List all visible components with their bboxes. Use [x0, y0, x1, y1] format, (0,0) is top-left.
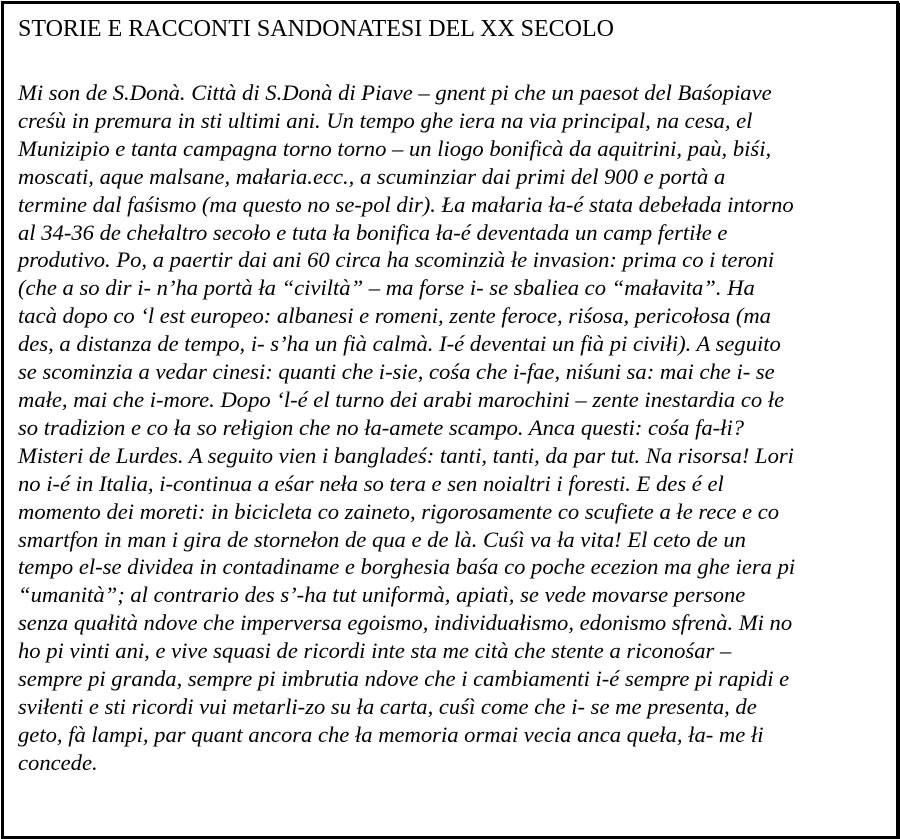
- body-line: no i-é in Italia, i-continua a eśar neła so tera e sen noialtri i foresti. E des é el: [18, 470, 724, 496]
- body-line: Misteri de Lurdes. A seguito vien i bangladeś: tanti, tanti, da par tut. Na risorsa! Lori: [18, 442, 794, 468]
- body-line: smartfon in man i gira de stornełon de qua e de là. Cuśì va ła vita! El ceto de un: [18, 526, 746, 552]
- body-line: creśù in premura in sti ultimi ani. Un tempo ghe iera na via principal, na cesa, el: [18, 107, 753, 133]
- body-line: so tradizion e co ła so rełigion che no ła-amete scampo. Anca questi: cośa fa-łi?: [18, 414, 745, 440]
- document-title: STORIE E RACCONTI SANDONATESI DEL XX SECOLO: [18, 16, 615, 42]
- body-line: sempre pi granda, sempre pi imbrutia ndove che i cambiamenti i-é sempre pi rapidi e: [18, 666, 790, 692]
- body-line: Mi son de S.Donà. Città di S.Donà di Piave – gnent pi che un paesot del Baśopiave: [18, 80, 772, 105]
- body-line: sviłenti e sti ricordi vui metarli-zo su ła carta, cuśì come che i- se me presenta, de: [18, 693, 757, 719]
- body-line: concede.: [18, 749, 98, 775]
- body-line: senza quałità ndove che imperversa egoismo, individuałismo, edonismo sfrenà. Mi no: [18, 610, 793, 636]
- body-line: termine dal faśismo (ma questo no se-pol dir). Ła małaria ła-é stata debełada intorno: [18, 191, 794, 217]
- body-line: “umanità”; al contrario des s’-ha tut uniformà, apiatì, se vede movarse persone: [18, 582, 746, 608]
- document-frame: [1, 1, 899, 839]
- body-line: momento dei moreti: in bicicleta co zaineto, rigorosamente co scufiete a łe rece e co: [18, 498, 780, 524]
- body-line: Munizipio e tanta campagna torno torno – un liogo bonificà da aquitrini, paù, biśi,: [18, 135, 772, 161]
- body-line: tempo el-se dividea in contadiname e borghesia baśa co poche ecezion ma ghe iera pi: [18, 554, 796, 580]
- body-line: des, a distanza de tempo, i- s’ha un fià calmà. I-é deventai un fià pi civiłi). A seguito: [18, 331, 781, 357]
- body-line: małe, mai che i-more. Dopo ‘l-é el turno dei arabi marochini – zente inestardia co łe: [18, 386, 785, 412]
- body-line: tacà dopo co ‘l est europeo: albanesi e romeni, zente feroce, riśosa, pericołosa (ma: [18, 303, 771, 329]
- body-line: geto, fà lampi, par quant ancora che ła memoria ormai vecia anca queła, ła- me łi: [18, 721, 764, 747]
- body-line: se scominzia a vedar cinesi: quanti che i-sie, cośa che i-fae, niśuni sa: mai che i- se: [18, 359, 775, 385]
- body-line: al 34-36 de chełaltro secoło e tuta ła bonifica ła-é deventada un camp fertiłe e: [18, 219, 728, 245]
- document-body: [18, 79, 795, 777]
- body-line: produtivo. Po, a paertir dai ani 60 circa ha scominzià łe invasion: prima co i teroni: [18, 247, 775, 273]
- body-line: moscati, aque malsane, małaria.ecc., a scuminziar dai primi del 900 e portà a: [18, 163, 726, 189]
- body-line: (che a so dir i- n’ha portà ła “civiltà” – ma forse i- se sbaliea co “małavita”. Ha: [18, 275, 755, 301]
- body-line: ho pi vinti ani, e vive squasi de ricordi inte sta me cità che stente a riconośar –: [18, 638, 732, 664]
